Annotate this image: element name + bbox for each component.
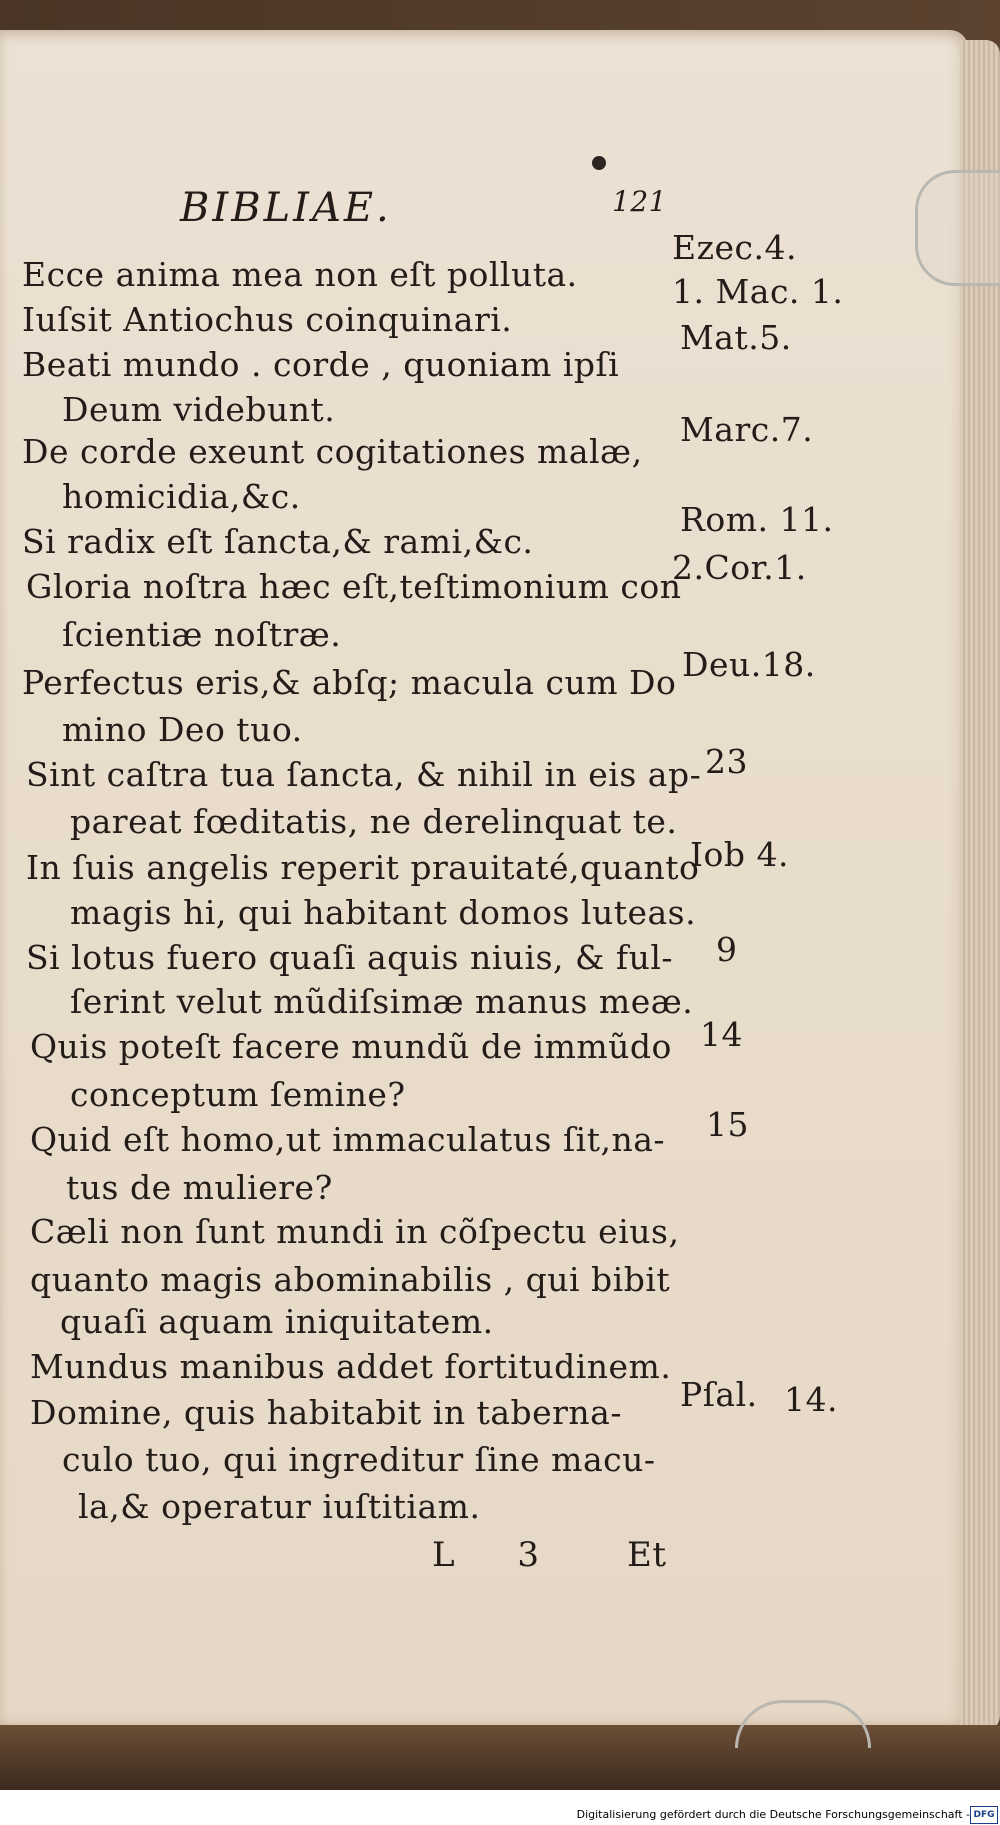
holding-clip-right — [915, 170, 1000, 286]
text-line: tus de muliere? — [66, 1168, 333, 1207]
text-line: Gloria noſtra hæc eſt,teſtimonium con — [26, 567, 682, 606]
margin-reference: 14. — [784, 1380, 838, 1419]
margin-reference: 14 — [700, 1015, 743, 1054]
text-line: ſerint velut mũdiſsimæ manus meæ. — [70, 982, 694, 1021]
dfg-logo: DFG — [970, 1806, 998, 1824]
text-line: Mundus manibus addet fortitudinem. — [30, 1347, 672, 1386]
text-line: Beati mundo . corde , quoniam ipſi — [22, 345, 620, 384]
text-line: Iuſsit Antiochus coinquinari. — [22, 300, 513, 339]
signature-mark: L 3 — [432, 1535, 566, 1575]
text-line: mino Deo tuo. — [62, 710, 303, 749]
text-line: In ſuis angelis reperit prauitaté,quanto — [26, 848, 700, 887]
margin-reference: 9 — [716, 930, 738, 969]
margin-reference: 23 — [705, 742, 748, 781]
text-line: ſcientiæ noſtræ. — [62, 615, 342, 654]
text-line: Deum videbunt. — [62, 390, 336, 429]
margin-reference: 15 — [706, 1105, 749, 1144]
text-line: Si lotus fuero quaſi aquis niuis, & ful- — [26, 938, 674, 977]
text-line: Ecce anima mea non eſt polluta. — [22, 255, 578, 294]
margin-reference: Iob 4. — [690, 835, 790, 874]
margin-reference: Mat.5. — [680, 318, 792, 357]
text-line: magis hi, qui habitant domos luteas. — [70, 893, 697, 932]
margin-reference: Pſal. — [680, 1375, 758, 1414]
margin-reference: Ezec.4. — [672, 228, 797, 267]
text-line: Si radix eſt ſancta,& rami,&c. — [22, 522, 534, 561]
text-line: Domine, quis habitabit in taberna- — [30, 1393, 623, 1432]
text-line: Perfectus eris,& abſq; macula cum Do — [22, 663, 677, 702]
page-edges — [960, 40, 1000, 1730]
margin-reference: 2.Cor.1. — [672, 548, 807, 587]
ink-spot — [592, 156, 606, 170]
margin-reference: Rom. 11. — [680, 500, 834, 539]
margin-reference: Marc.7. — [680, 410, 814, 449]
page-number: 121 — [612, 185, 667, 218]
text-line: Quis poteſt facere mundũ de immũdo — [30, 1027, 672, 1066]
text-line: Quid eſt homo,ut immaculatus ſit,na- — [30, 1120, 666, 1159]
text-line: homicidia,&c. — [62, 477, 301, 516]
text-line: la,& operatur iuſtitiam. — [78, 1487, 481, 1526]
text-line: pareat fœditatis, ne derelinquat te. — [70, 802, 678, 841]
text-line: quanto magis abominabilis , qui bibit — [30, 1260, 671, 1299]
margin-reference: 1. Mac. 1. — [672, 272, 844, 311]
text-line: De corde exeunt cogitationes malæ, — [22, 432, 643, 471]
text-line: Sint caſtra tua ſancta, & nihil in eis ap- — [26, 755, 702, 794]
text-line: quaſi aquam iniquitatem. — [60, 1302, 494, 1341]
running-header: BIBLIAE. — [180, 185, 392, 231]
text-line: Cæli non ſunt mundi in cõſpectu eius, — [30, 1212, 680, 1251]
margin-reference: Deu.18. — [682, 645, 816, 684]
digitization-credit: Digitalisierung gefördert durch die Deutsche Forschungsgemeinschaft - — [576, 1808, 970, 1821]
catchword: Et — [627, 1535, 667, 1575]
text-line: conceptum ſemine? — [70, 1075, 406, 1114]
text-line: culo tuo, qui ingreditur ſine macu- — [62, 1440, 656, 1479]
